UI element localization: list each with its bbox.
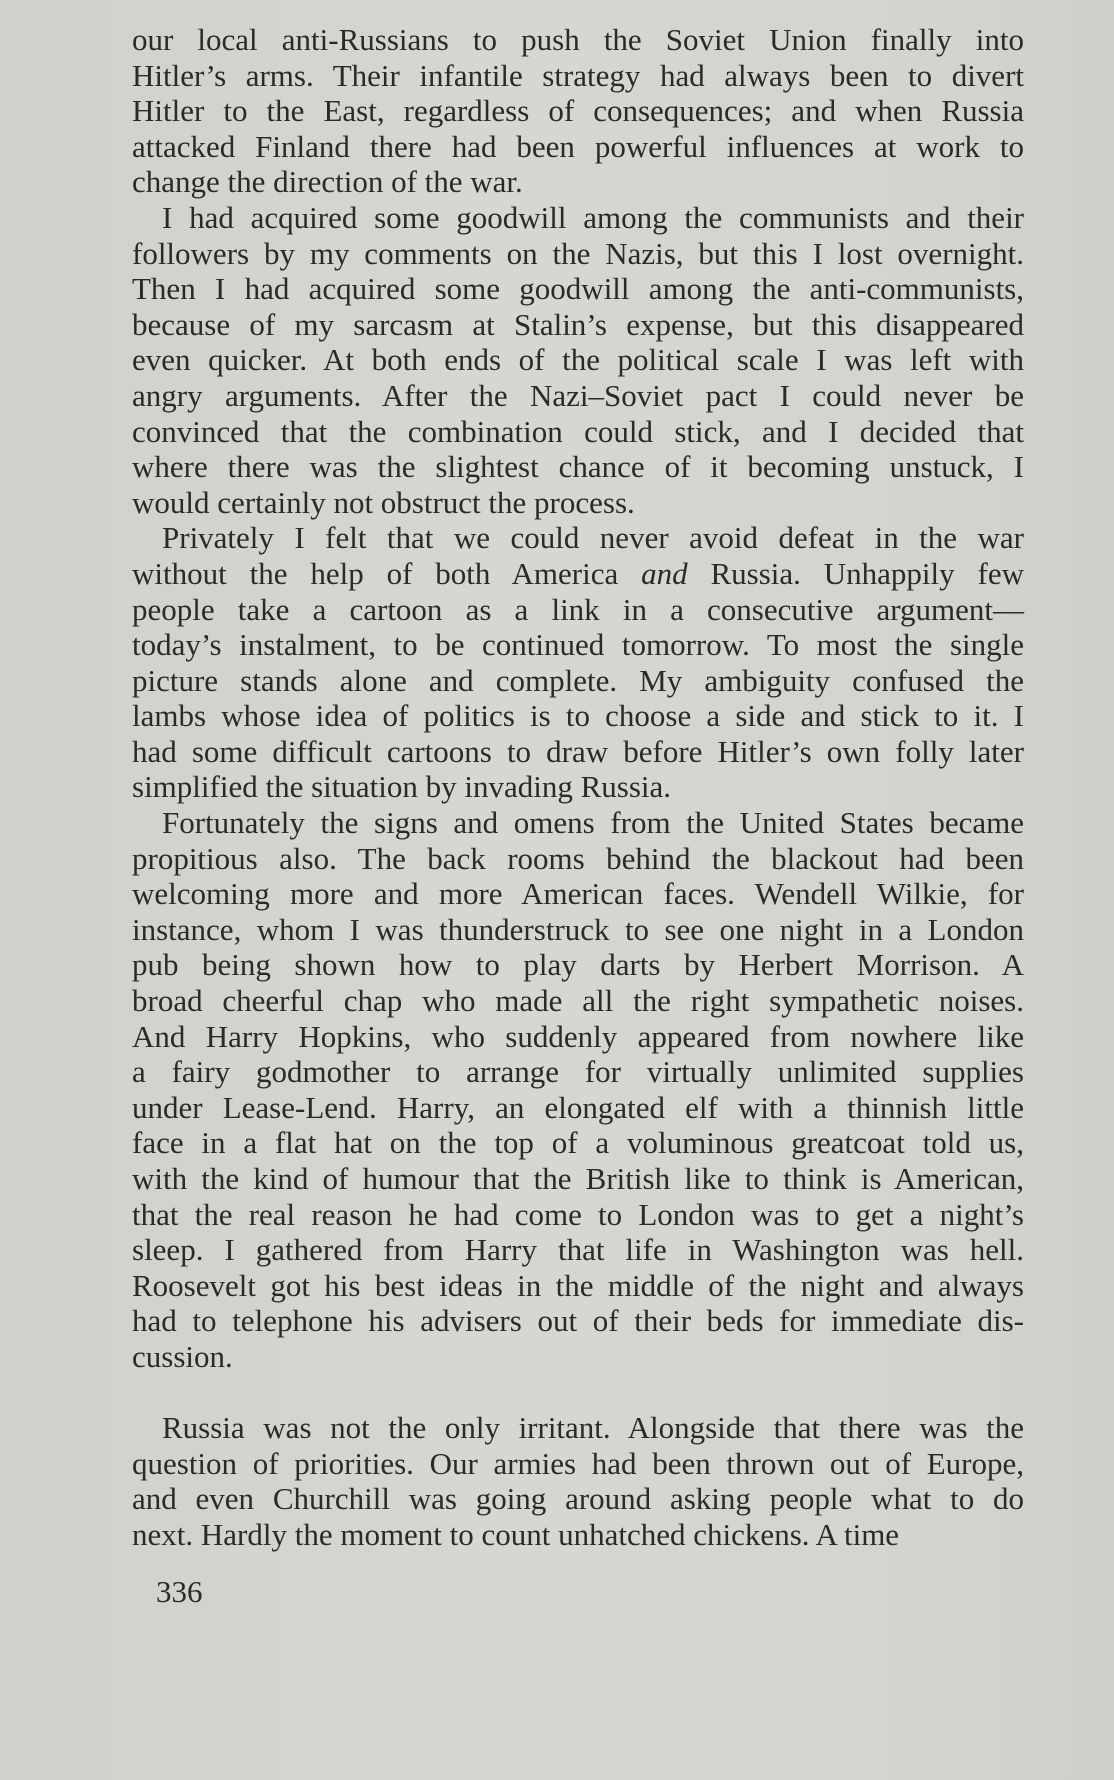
text-line: today’s instalment, to be continued tomorrow. To most the single: [132, 627, 1024, 663]
text-line: broad cheerful chap who made all the right sympathetic noises.: [132, 983, 1024, 1019]
text-line: propitious also. The back rooms behind the blackout had been: [132, 840, 1024, 876]
text-line: question of priorities. Our armies had been thrown out of Europe,: [132, 1445, 1024, 1481]
text-line: because of my sarcasm at Stalin’s expense, but this disappeared: [132, 306, 1024, 342]
text-line: picture stands alone and complete. My ambiguity confused the: [132, 662, 1024, 698]
text-line: cussion.: [132, 1338, 233, 1374]
text-line: simplified the situation by invading Russia.: [132, 769, 672, 805]
text-line: had some difficult cartoons to draw before Hitler’s own folly later: [132, 733, 1024, 769]
text-line: And Harry Hopkins, who suddenly appeared from nowhere like: [132, 1018, 1024, 1054]
text-line: our local anti-Russians to push the Soviet Union finally into: [132, 22, 1024, 57]
text-line: under Lease-Lend. Harry, an elongated elf with a thinnish little: [132, 1089, 1024, 1125]
text-line: Privately I felt that we could never avoid defeat in the war: [162, 520, 1024, 556]
text-line: that the real reason he had come to London was to get a night’s: [132, 1196, 1024, 1232]
paragraph: [132, 22, 1024, 200]
text-line: Hitler to the East, regardless of consequences; and when Russia: [132, 93, 1024, 129]
text-line: instance, whom I was thunderstruck to see one night in a London: [132, 911, 1024, 947]
text-line: would certainly not obstruct the process.: [132, 484, 635, 520]
text-line: Fortunately the signs and omens from the United States became: [162, 805, 1024, 841]
text-line: face in a flat hat on the top of a voluminous greatcoat told us,: [132, 1125, 1024, 1161]
text-line: sleep. I gathered from Harry that life in Washington was hell.: [132, 1232, 1024, 1268]
text-line: change the direction of the war.: [132, 164, 523, 200]
text-line: Then I had acquired some goodwill among the anti-communists,: [132, 271, 1024, 307]
text-line: had to telephone his advisers out of their beds for immediate dis-: [132, 1303, 1024, 1339]
section-break: [132, 1375, 1024, 1411]
text-line: next. Hardly the moment to count unhatched chickens. A time: [132, 1516, 900, 1552]
text-line: [132, 556, 1024, 592]
text-line: a fairy godmother to arrange for virtually unlimited supplies: [132, 1054, 1024, 1090]
text-line: and even Churchill was going around asking people what to do: [132, 1481, 1024, 1517]
paragraph: [132, 520, 1024, 805]
emphasis: and: [641, 555, 688, 591]
paragraph: [132, 1410, 1024, 1552]
text-line: pub being shown how to play darts by Herbert Morrison. A: [132, 947, 1024, 983]
text-line: I had acquired some goodwill among the communists and their: [162, 199, 1024, 235]
text-run: without the help of both America: [132, 555, 642, 591]
paragraph: [132, 805, 1024, 1375]
text-run: Russia. Unhappily few: [687, 555, 1024, 591]
paragraph: [132, 200, 1024, 520]
text-line: followers by my comments on the Nazis, but this I lost overnight.: [132, 235, 1024, 271]
text-line: lambs whose idea of politics is to choose a side and stick to it. I: [132, 698, 1024, 734]
text-line: angry arguments. After the Nazi–Soviet pact I could never be: [132, 377, 1024, 413]
text-line: attacked Finland there had been powerful influences at work to: [132, 128, 1024, 164]
text-line: Roosevelt got his best ideas in the middle of the night and always: [132, 1267, 1024, 1303]
body-text: [132, 22, 1024, 1553]
text-line: welcoming more and more American faces. Wendell Wilkie, for: [132, 876, 1024, 912]
text-line: where there was the slightest chance of it becoming unstuck, I: [132, 449, 1024, 485]
text-line: even quicker. At both ends of the political scale I was left with: [132, 342, 1024, 378]
text-line: Hitler’s arms. Their infantile strategy had always been to divert: [132, 57, 1024, 93]
text-line: with the kind of humour that the British like to think is American,: [132, 1161, 1024, 1196]
text-line: convinced that the combination could stick, and I decided that: [132, 413, 1024, 449]
page-number: 336: [156, 1574, 203, 1609]
text-line: Russia was not the only irritant. Alongside that there was the: [162, 1410, 1024, 1446]
text-line: people take a cartoon as a link in a consecutive argument—: [132, 591, 1024, 627]
